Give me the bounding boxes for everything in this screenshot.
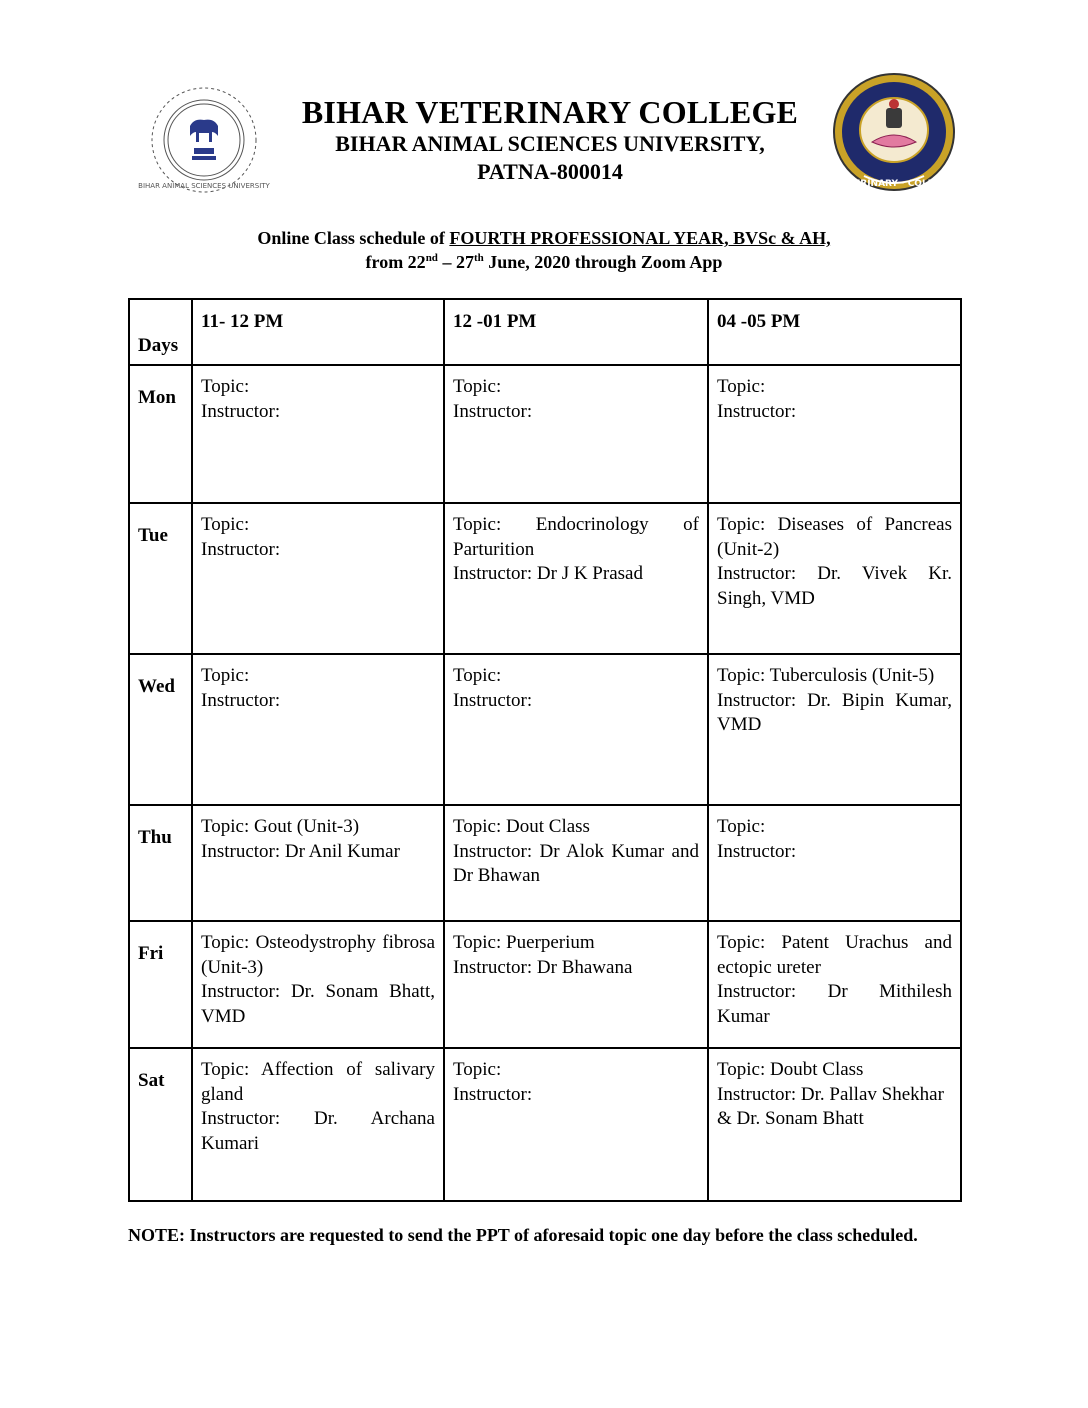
instructor-text: Instructor: Dr. Archana Kumari xyxy=(201,1108,435,1154)
table-row xyxy=(129,1048,961,1201)
schedule-cell xyxy=(192,503,444,654)
schedule-cell xyxy=(192,1048,444,1201)
subtitle-dash: – 27 xyxy=(437,252,474,272)
instructor-text: Instructor: Dr Anil Kumar xyxy=(201,840,400,862)
university-name: BIHAR ANIMAL SCIENCES UNIVERSITY, xyxy=(335,131,765,156)
topic-text: Topic: xyxy=(717,376,766,397)
topic-text: Topic: Affection of salivary gland xyxy=(201,1059,435,1105)
schedule-cell xyxy=(708,365,961,503)
svg-text:BIHAR ANIMAL SCIENCES UNIVERSI: BIHAR ANIMAL SCIENCES UNIVERSITY xyxy=(138,182,270,190)
topic-text: Topic: Osteodystrophy fibrosa (Unit-3) xyxy=(201,932,435,978)
instructor-text: Instructor: Dr Alok Kumar and Dr Bhawan xyxy=(453,840,699,886)
schedule-cell xyxy=(444,365,708,503)
schedule-subtitle xyxy=(130,226,958,274)
subtitle-sup1: nd xyxy=(425,252,438,264)
subtitle-from: from 22 xyxy=(365,252,426,272)
day-cell: Tue xyxy=(129,503,192,654)
schedule-cell xyxy=(444,921,708,1048)
instructor-text: Instructor: xyxy=(717,840,797,862)
instructor-text: Instructor: Dr Bhawana xyxy=(453,956,633,978)
college-seal-icon xyxy=(826,68,962,196)
document-header xyxy=(290,94,810,186)
subtitle-prefix: Online Class schedule of xyxy=(257,228,450,248)
day-cell: Wed xyxy=(129,654,192,805)
instructor-text: Instructor: xyxy=(453,1083,533,1105)
table-row xyxy=(129,654,961,805)
topic-text: Topic: Gout (Unit-3) xyxy=(201,816,360,837)
schedule-cell xyxy=(192,805,444,921)
svg-text:VETERINARY · COLLEGE: VETERINARY · COLLEGE xyxy=(834,179,954,189)
topic-text: Topic: xyxy=(201,376,250,397)
subtitle-sup2: th xyxy=(473,252,484,264)
header-slot-3: 04 -05 PM xyxy=(708,299,961,365)
instructor-text: Instructor: xyxy=(201,689,281,711)
schedule-cell xyxy=(708,921,961,1048)
instructor-text: Instructor: Dr. Pallav Shekhar xyxy=(717,1083,944,1105)
topic-text: Topic: Doubt Class xyxy=(717,1059,864,1080)
instructor-text: Instructor: xyxy=(201,400,281,422)
table-row xyxy=(129,805,961,921)
day-cell: Mon xyxy=(129,365,192,503)
table-row xyxy=(129,503,961,654)
instructor-text: Instructor: Dr J K Prasad xyxy=(453,563,643,584)
college-title: BIHAR VETERINARY COLLEGE xyxy=(301,94,799,130)
topic-text: Topic: xyxy=(453,1059,502,1080)
schedule-cell xyxy=(192,365,444,503)
day-cell: Sat xyxy=(129,1048,192,1201)
schedule-cell xyxy=(444,1048,708,1201)
topic-text: Topic: xyxy=(201,665,250,686)
topic-text: Topic: Diseases of Pancreas (Unit-2) xyxy=(717,514,952,560)
day-cell: Fri xyxy=(129,921,192,1048)
schedule-cell xyxy=(444,805,708,921)
instructor-text: Instructor: xyxy=(453,689,533,711)
day-cell: Thu xyxy=(129,805,192,921)
city-line: PATNA-800014 xyxy=(477,159,623,184)
instructor-text: Instructor: Dr. Bipin Kumar, VMD xyxy=(717,689,952,735)
topic-text: Topic: Dout Class xyxy=(453,816,590,837)
instructor-note: NOTE: Instructors are requested to send the PPT of aforesaid topic one day before the class scheduled. xyxy=(128,1225,918,1245)
header-days: Days xyxy=(129,299,192,365)
topic-text: Topic: Patent Urachus and ectopic ureter xyxy=(717,932,952,978)
table-row xyxy=(129,921,961,1048)
instructor-text: Instructor: xyxy=(201,538,281,560)
table-row xyxy=(129,365,961,503)
topic-text: Topic: Tuberculosis (Unit-5) xyxy=(717,665,935,686)
instructor-text: Instructor: Dr. Vivek Kr. Singh, VMD xyxy=(717,563,952,609)
schedule-cell xyxy=(192,654,444,805)
schedule-cell xyxy=(444,654,708,805)
university-emblem-icon xyxy=(138,84,270,196)
instructor-text: Instructor: xyxy=(717,400,797,422)
header-slot-2: 12 -01 PM xyxy=(444,299,708,365)
schedule-cell xyxy=(708,1048,961,1201)
topic-text: Topic: xyxy=(453,665,502,686)
subtitle-rest: June, 2020 through Zoom App xyxy=(483,252,723,272)
schedule-cell xyxy=(444,503,708,654)
subtitle-program: FOURTH PROFESSIONAL YEAR, BVSc & AH, xyxy=(449,228,831,248)
schedule-cell xyxy=(192,921,444,1048)
instructor-text: Instructor: Dr. Sonam Bhatt, VMD xyxy=(201,981,435,1027)
topic-text: Topic: xyxy=(717,816,766,837)
topic-text: Topic: xyxy=(453,376,502,397)
schedule-cell xyxy=(708,654,961,805)
header-slot-1: 11- 12 PM xyxy=(192,299,444,365)
schedule-cell xyxy=(708,805,961,921)
topic-text: Topic: Endocrinology of Parturition xyxy=(453,514,699,560)
topic-text: Topic: xyxy=(201,514,250,535)
instructor-text: Instructor: xyxy=(453,400,533,422)
schedule-table xyxy=(128,298,962,1202)
topic-text: Topic: Puerperium xyxy=(453,932,595,953)
schedule-cell xyxy=(708,503,961,654)
instructor-text: Instructor: Dr Mithilesh Kumar xyxy=(717,981,952,1027)
table-header-row xyxy=(129,299,961,365)
instructor-text: & Dr. Sonam Bhatt xyxy=(717,1108,864,1129)
